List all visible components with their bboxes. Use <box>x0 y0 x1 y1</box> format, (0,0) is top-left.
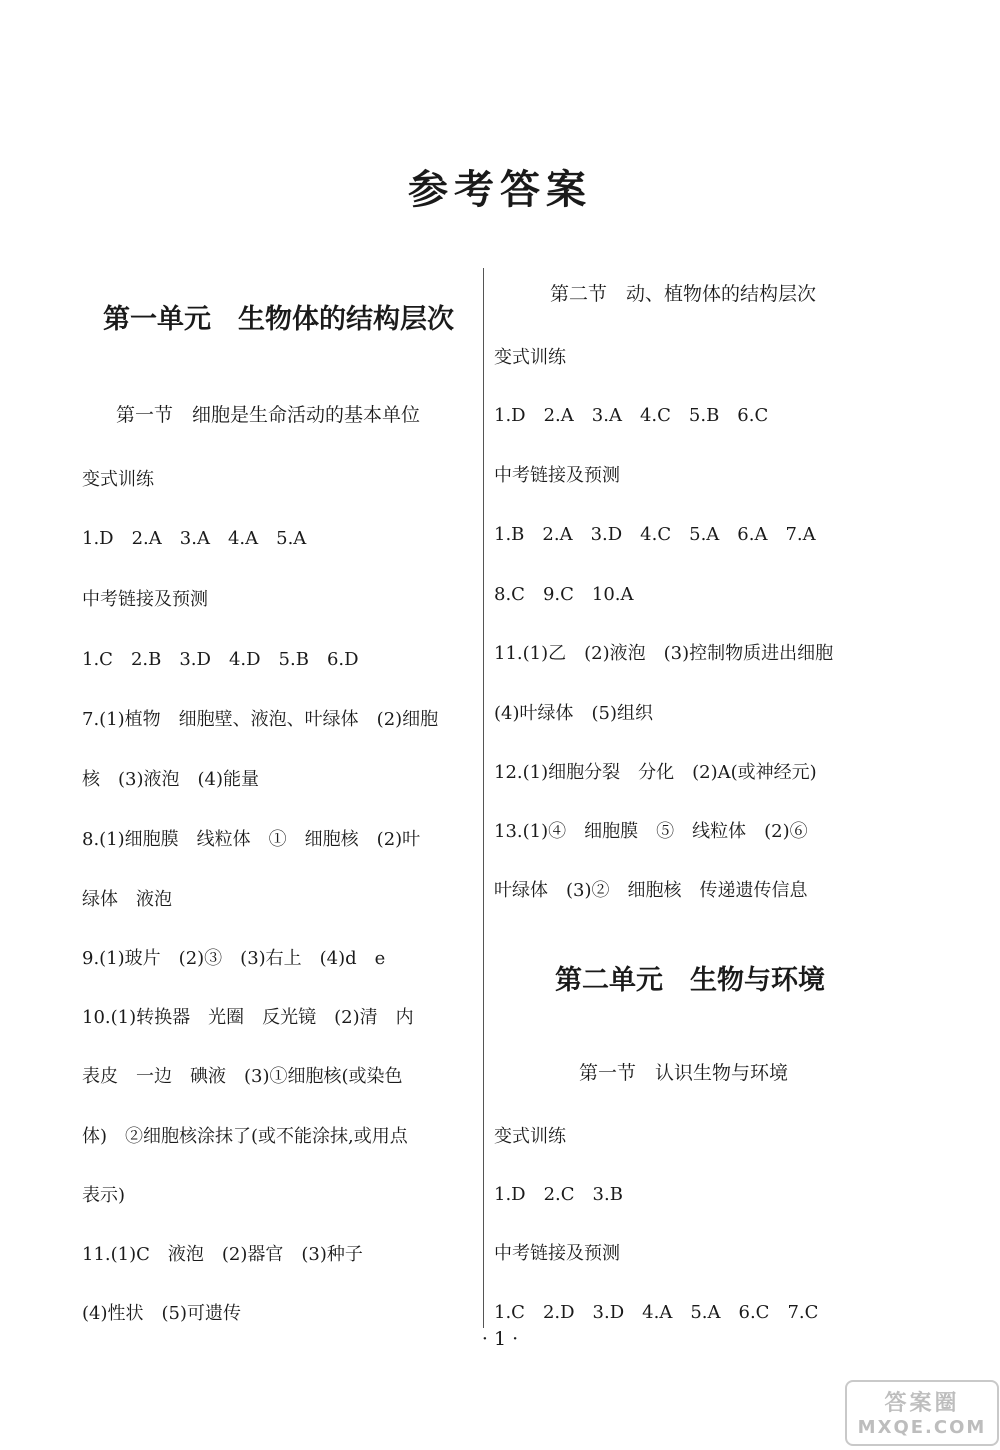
answer-line: 1.C 2.D 3.D 4.A 5.A 6.C 7.C <box>494 1302 819 1323</box>
answer-line: (4)性状 (5)可遗传 <box>82 1303 241 1324</box>
answer-line: 表皮 一边 碘液 (3)①细胞核(或染色 <box>82 1066 403 1087</box>
answer-line: 1.B 2.A 3.D 4.C 5.A 6.A 7.A <box>494 524 816 545</box>
subheading-practice: 变式训练 <box>82 469 154 490</box>
answer-line: (4)叶绿体 (5)组织 <box>494 703 653 724</box>
answer-line: 10.(1)转换器 光圈 反光镜 (2)清 内 <box>82 1007 414 1028</box>
watermark-bottom-text: MXQE.COM <box>857 1417 987 1438</box>
answer-line: 1.D 2.A 3.A 4.C 5.B 6.C <box>494 405 769 426</box>
answer-line: 11.(1)乙 (2)液泡 (3)控制物质进出细胞 <box>494 643 834 664</box>
subheading-exam-link: 中考链接及预测 <box>494 465 620 486</box>
watermark-logo <box>845 1380 999 1446</box>
watermark-top-text: 答案圈 <box>884 1391 960 1416</box>
answer-line: 体) ②细胞核涂抹了(或不能涂抹,或用点 <box>82 1126 408 1147</box>
answer-line: 12.(1)细胞分裂 分化 (2)A(或神经元) <box>494 762 817 783</box>
subheading-exam-link: 中考链接及预测 <box>82 589 208 610</box>
answer-line: 7.(1)植物 细胞壁、液泡、叶绿体 (2)细胞 <box>82 709 439 730</box>
section-title-1-2: 第二节 动、植物体的结构层次 <box>550 283 817 305</box>
answer-line: 表示) <box>82 1185 126 1206</box>
answer-line: 绿体 液泡 <box>82 889 172 910</box>
page-number: · 1 · <box>481 1328 519 1350</box>
subheading-exam-link: 中考链接及预测 <box>494 1243 620 1264</box>
answer-line: 1.C 2.B 3.D 4.D 5.B 6.D <box>82 649 359 670</box>
answer-line: 11.(1)C 液泡 (2)器官 (3)种子 <box>82 1244 363 1265</box>
page-title: 参考答案 <box>408 167 592 213</box>
answer-line: 1.D 2.A 3.A 4.A 5.A <box>82 528 307 549</box>
answer-line: 叶绿体 (3)② 细胞核 传递遗传信息 <box>494 880 808 901</box>
unit-title-2: 第二单元 生物与环境 <box>555 965 825 996</box>
subheading-practice: 变式训练 <box>494 347 566 368</box>
section-title-1-1: 第一节 细胞是生命活动的基本单位 <box>116 404 421 426</box>
subheading-practice: 变式训练 <box>494 1126 566 1147</box>
unit-title-1: 第一单元 生物体的结构层次 <box>103 304 454 335</box>
answer-line: 8.C 9.C 10.A <box>494 584 634 605</box>
answer-line: 核 (3)液泡 (4)能量 <box>82 769 259 790</box>
column-divider <box>483 268 484 1328</box>
answer-line: 8.(1)细胞膜 线粒体 ① 细胞核 (2)叶 <box>82 829 421 850</box>
section-title-2-1: 第一节 认识生物与环境 <box>579 1062 789 1084</box>
answer-line: 1.D 2.C 3.B <box>494 1184 623 1205</box>
answer-line: 9.(1)玻片 (2)③ (3)右上 (4)d e <box>82 948 386 969</box>
answer-line: 13.(1)④ 细胞膜 ⑤ 线粒体 (2)⑥ <box>494 821 808 842</box>
